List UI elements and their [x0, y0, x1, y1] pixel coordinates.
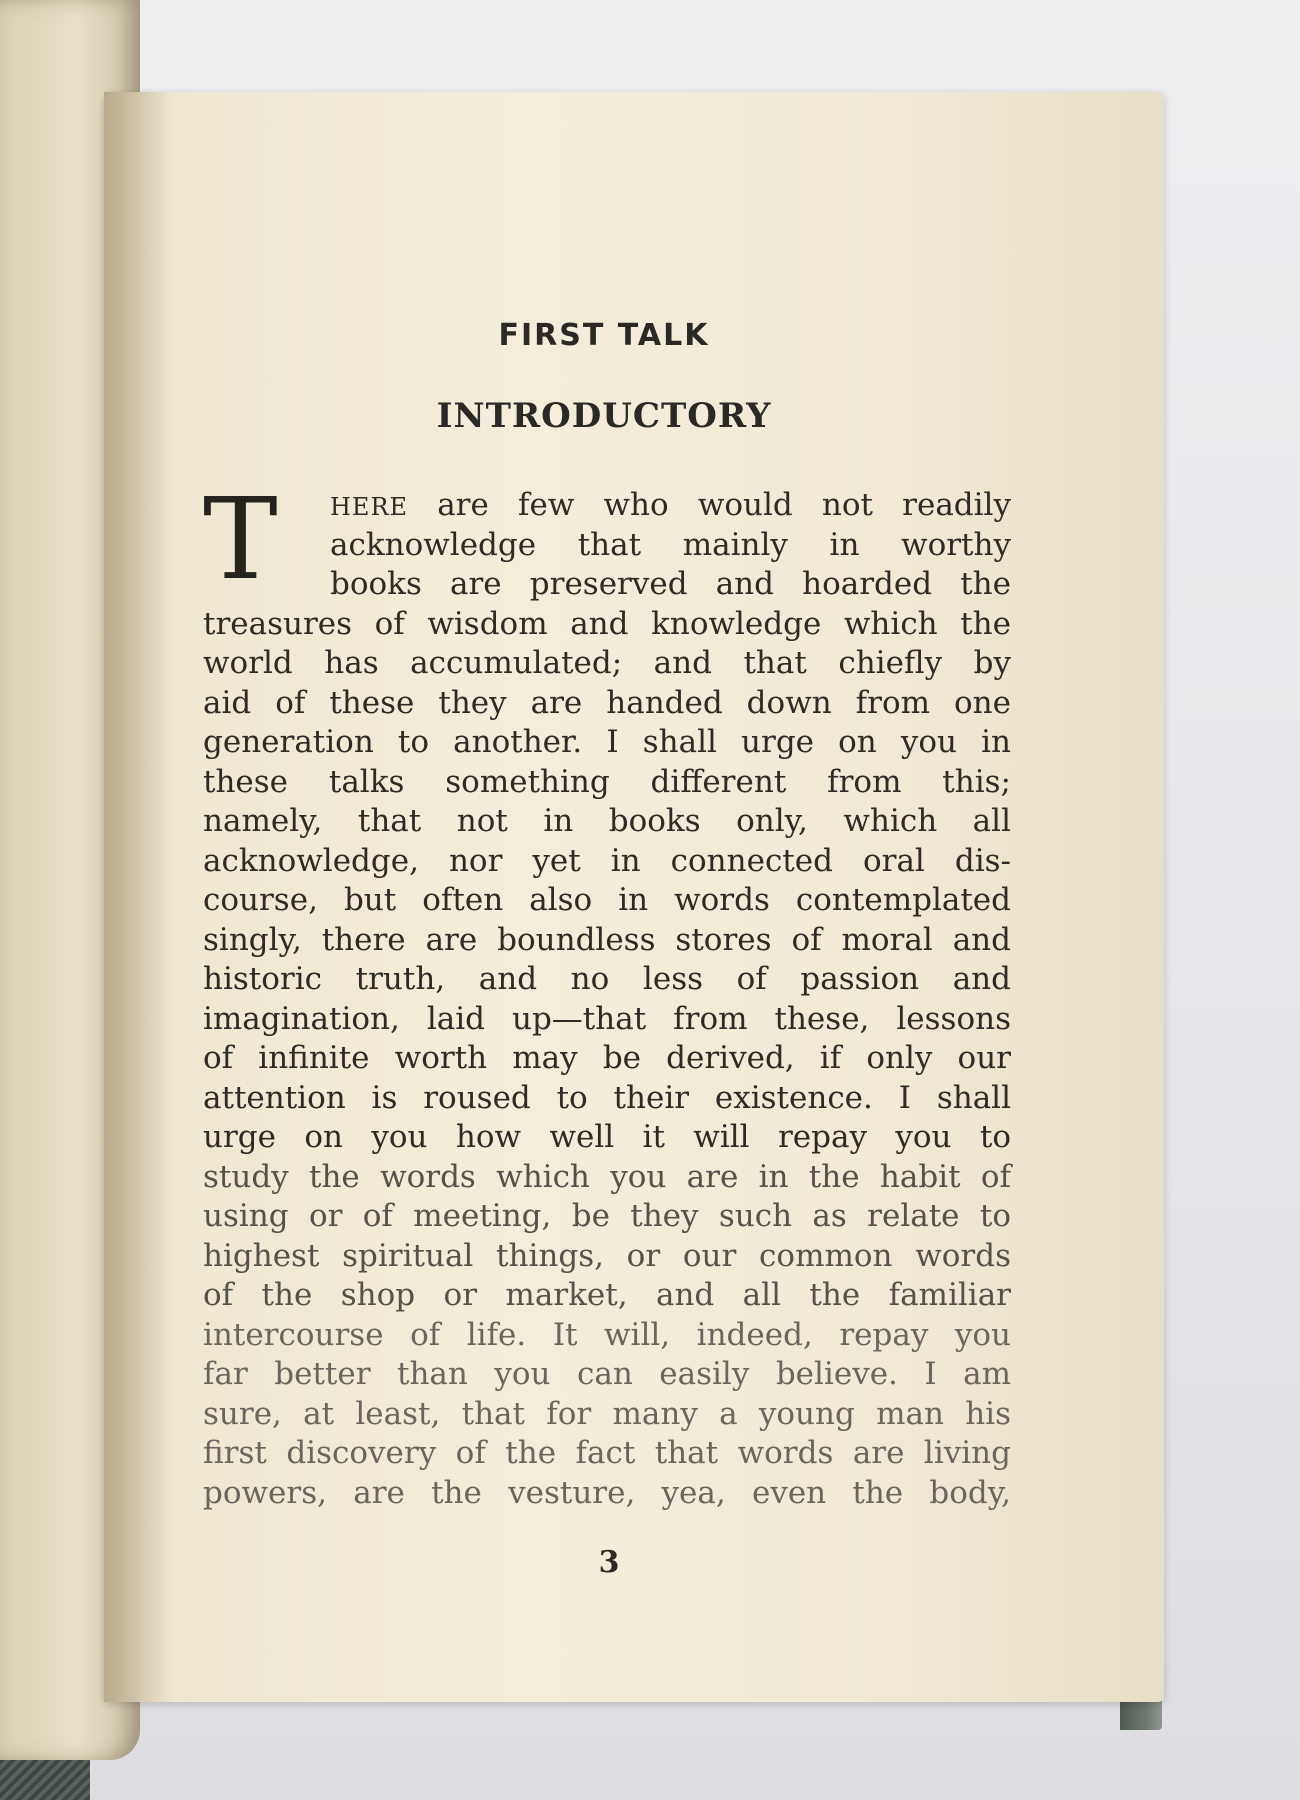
text-line: first discovery of the fact that words are living: [203, 1435, 1011, 1471]
text-line: intercourse of life. It will, indeed, repay you: [203, 1316, 1011, 1353]
chapter-subheading: INTRODUCTORY: [436, 396, 772, 436]
text-line: aid of these they are handed down from one: [203, 684, 1011, 721]
text-line: powers, are the vesture, yea, even the body,: [203, 1474, 1011, 1511]
text-line: historic truth, and no less of passion and: [203, 961, 1011, 997]
text-line: far better than you can easily believe. I am: [203, 1356, 1011, 1392]
text-line: urge on you how well it will repay you to: [203, 1119, 1011, 1155]
text-line: treasures of wisdom and knowledge which the: [203, 605, 1011, 642]
text-line: these talks something different from this;: [203, 763, 1011, 800]
text-line: attention is roused to their existence. I shall: [203, 1079, 1011, 1116]
text-line: of the shop or market, and all the familiar: [203, 1277, 1011, 1313]
text-line: study the words which you are in the habit of: [203, 1158, 1011, 1195]
text-line: course, but often also in words contemplated: [203, 882, 1011, 918]
page-number: 3: [598, 1545, 620, 1580]
first-word-smallcaps: HERE: [330, 493, 409, 521]
text-line: sure, at least, that for many a young man his: [203, 1395, 1011, 1432]
text-line-content: are few who would not readily: [437, 487, 1011, 523]
text-line: of infinite worth may be derived, if only our: [203, 1040, 1011, 1076]
text-line: imagination, laid up—that from these, lessons: [203, 1000, 1011, 1037]
text-line: highest spiritual things, or our common words: [203, 1237, 1011, 1274]
text-line: using or of meeting, be they such as relate to: [203, 1198, 1011, 1234]
text-line: [203, 486, 1011, 526]
drop-cap: T: [203, 475, 278, 605]
text-line: books are preserved and hoarded the: [330, 566, 1011, 602]
text-line: generation to another. I shall urge on you in: [203, 724, 1011, 760]
text-line: acknowledge, nor yet in connected oral dis-: [203, 842, 1011, 879]
text-line: namely, that not in books only, which all: [203, 803, 1011, 839]
chapter-heading: FIRST TALK: [498, 318, 710, 353]
text-line: singly, there are boundless stores of moral and: [203, 921, 1011, 958]
text-line: acknowledge that mainly in worthy: [330, 526, 1011, 563]
body-paragraph: [203, 475, 1011, 1513]
text-line: world has accumulated; and that chiefly by: [203, 645, 1011, 681]
